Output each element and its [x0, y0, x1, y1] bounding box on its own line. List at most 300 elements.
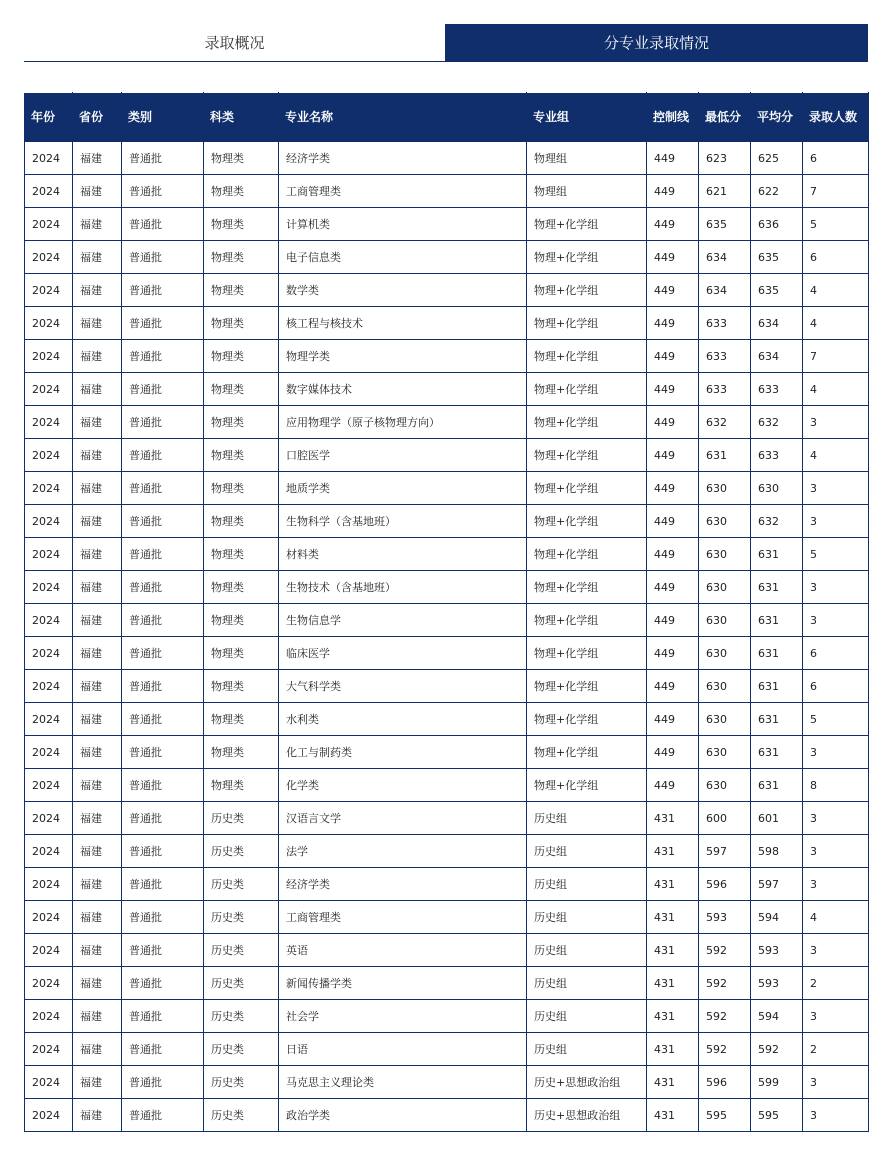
cell-province: 福建: [73, 241, 122, 274]
cell-major-name: 口腔医学: [279, 439, 527, 472]
cell-batch: 普通批: [122, 1099, 204, 1132]
cell-admitted-count: 5: [803, 703, 869, 736]
cell-province: 福建: [73, 703, 122, 736]
cell-major-group: 物理+化学组: [527, 571, 647, 604]
cell-min-score: 621: [699, 175, 751, 208]
cell-control-line: 449: [647, 472, 699, 505]
cell-admitted-count: 5: [803, 208, 869, 241]
cell-control-line: 449: [647, 703, 699, 736]
column-header-major-name: 专业名称: [279, 93, 527, 142]
cell-subject-type: 物理类: [204, 241, 279, 274]
cell-subject-type: 物理类: [204, 208, 279, 241]
cell-subject-type: 物理类: [204, 439, 279, 472]
cell-control-line: 449: [647, 670, 699, 703]
cell-major-group: 物理+化学组: [527, 670, 647, 703]
table-row: [25, 703, 869, 736]
cell-year: 2024: [25, 901, 73, 934]
cell-subject-type: 历史类: [204, 1000, 279, 1033]
cell-year: 2024: [25, 505, 73, 538]
cell-subject-type: 历史类: [204, 835, 279, 868]
cell-control-line: 449: [647, 538, 699, 571]
cell-batch: 普通批: [122, 373, 204, 406]
cell-year: 2024: [25, 802, 73, 835]
cell-min-score: 593: [699, 901, 751, 934]
cell-major-group: 物理+化学组: [527, 736, 647, 769]
cell-batch: 普通批: [122, 175, 204, 208]
cell-avg-score: 595: [751, 1099, 803, 1132]
cell-province: 福建: [73, 274, 122, 307]
table-row: [25, 175, 869, 208]
cell-control-line: 449: [647, 274, 699, 307]
cell-avg-score: 594: [751, 901, 803, 934]
cell-min-score: 633: [699, 307, 751, 340]
cell-min-score: 630: [699, 736, 751, 769]
cell-major-name: 社会学: [279, 1000, 527, 1033]
cell-batch: 普通批: [122, 472, 204, 505]
table-row: [25, 505, 869, 538]
cell-major-group: 历史组: [527, 1000, 647, 1033]
cell-major-name: 生物信息学: [279, 604, 527, 637]
cell-batch: 普通批: [122, 142, 204, 175]
cell-control-line: 431: [647, 967, 699, 1000]
cell-major-name: 生物科学（含基地班）: [279, 505, 527, 538]
cell-min-score: 592: [699, 1033, 751, 1066]
cell-province: 福建: [73, 373, 122, 406]
cell-admitted-count: 3: [803, 934, 869, 967]
cell-province: 福建: [73, 670, 122, 703]
cell-subject-type: 物理类: [204, 670, 279, 703]
cell-batch: 普通批: [122, 1033, 204, 1066]
cell-avg-score: 593: [751, 967, 803, 1000]
cell-min-score: 592: [699, 934, 751, 967]
cell-year: 2024: [25, 835, 73, 868]
cell-year: 2024: [25, 868, 73, 901]
cell-subject-type: 物理类: [204, 274, 279, 307]
cell-year: 2024: [25, 439, 73, 472]
cell-major-name: 政治学类: [279, 1099, 527, 1132]
cell-admitted-count: 6: [803, 670, 869, 703]
cell-year: 2024: [25, 736, 73, 769]
cell-year: 2024: [25, 637, 73, 670]
cell-avg-score: 636: [751, 208, 803, 241]
cell-min-score: 630: [699, 604, 751, 637]
cell-min-score: 632: [699, 406, 751, 439]
cell-year: 2024: [25, 1033, 73, 1066]
table-row: [25, 340, 869, 373]
cell-control-line: 449: [647, 241, 699, 274]
cell-subject-type: 物理类: [204, 175, 279, 208]
cell-avg-score: 634: [751, 307, 803, 340]
cell-admitted-count: 4: [803, 307, 869, 340]
cell-province: 福建: [73, 307, 122, 340]
table-row: [25, 604, 869, 637]
cell-subject-type: 物理类: [204, 406, 279, 439]
column-header-year: 年份: [25, 93, 73, 142]
cell-province: 福建: [73, 1000, 122, 1033]
cell-control-line: 449: [647, 769, 699, 802]
cell-major-name: 数学类: [279, 274, 527, 307]
cell-avg-score: 631: [751, 637, 803, 670]
cell-year: 2024: [25, 769, 73, 802]
cell-min-score: 630: [699, 505, 751, 538]
cell-min-score: 600: [699, 802, 751, 835]
cell-avg-score: 601: [751, 802, 803, 835]
cell-control-line: 449: [647, 142, 699, 175]
table-row: [25, 637, 869, 670]
cell-year: 2024: [25, 538, 73, 571]
cell-major-group: 物理组: [527, 142, 647, 175]
cell-subject-type: 物理类: [204, 736, 279, 769]
table-row: [25, 142, 869, 175]
cell-admitted-count: 8: [803, 769, 869, 802]
cell-avg-score: 594: [751, 1000, 803, 1033]
cell-min-score: 634: [699, 274, 751, 307]
cell-min-score: 592: [699, 1000, 751, 1033]
cell-year: 2024: [25, 571, 73, 604]
cell-control-line: 449: [647, 637, 699, 670]
cell-admitted-count: 4: [803, 274, 869, 307]
cell-batch: 普通批: [122, 835, 204, 868]
cell-major-name: 物理学类: [279, 340, 527, 373]
cell-major-group: 物理组: [527, 175, 647, 208]
cell-major-group: 物理+化学组: [527, 439, 647, 472]
cell-year: 2024: [25, 934, 73, 967]
table-row: [25, 274, 869, 307]
cell-major-name: 化工与制药类: [279, 736, 527, 769]
cell-batch: 普通批: [122, 769, 204, 802]
cell-province: 福建: [73, 901, 122, 934]
cell-avg-score: 598: [751, 835, 803, 868]
cell-min-score: 596: [699, 868, 751, 901]
cell-min-score: 597: [699, 835, 751, 868]
table-header-row: [25, 93, 869, 142]
cell-major-group: 物理+化学组: [527, 340, 647, 373]
cell-major-group: 物理+化学组: [527, 241, 647, 274]
cell-major-group: 物理+化学组: [527, 604, 647, 637]
cell-year: 2024: [25, 373, 73, 406]
tab-admission-by-major[interactable]: 分专业录取情况: [445, 24, 868, 61]
cell-major-name: 日语: [279, 1033, 527, 1066]
cell-subject-type: 历史类: [204, 967, 279, 1000]
cell-year: 2024: [25, 406, 73, 439]
cell-year: 2024: [25, 670, 73, 703]
cell-control-line: 431: [647, 1000, 699, 1033]
cell-min-score: 630: [699, 670, 751, 703]
cell-major-group: 物理+化学组: [527, 538, 647, 571]
cell-major-name: 水利类: [279, 703, 527, 736]
cell-batch: 普通批: [122, 307, 204, 340]
cell-batch: 普通批: [122, 868, 204, 901]
cell-province: 福建: [73, 736, 122, 769]
cell-year: 2024: [25, 175, 73, 208]
cell-province: 福建: [73, 967, 122, 1000]
cell-major-name: 工商管理类: [279, 901, 527, 934]
cell-year: 2024: [25, 1066, 73, 1099]
table-row: [25, 1066, 869, 1099]
cell-province: 福建: [73, 538, 122, 571]
cell-admitted-count: 2: [803, 1033, 869, 1066]
cell-control-line: 449: [647, 439, 699, 472]
cell-admitted-count: 3: [803, 1066, 869, 1099]
cell-major-group: 物理+化学组: [527, 307, 647, 340]
table-row: [25, 208, 869, 241]
cell-subject-type: 物理类: [204, 769, 279, 802]
cell-admitted-count: 7: [803, 175, 869, 208]
cell-major-group: 历史组: [527, 967, 647, 1000]
cell-min-score: 633: [699, 340, 751, 373]
cell-batch: 普通批: [122, 571, 204, 604]
cell-batch: 普通批: [122, 1066, 204, 1099]
cell-subject-type: 物理类: [204, 472, 279, 505]
cell-year: 2024: [25, 274, 73, 307]
cell-avg-score: 631: [751, 538, 803, 571]
cell-major-name: 核工程与核技术: [279, 307, 527, 340]
cell-min-score: 630: [699, 571, 751, 604]
cell-year: 2024: [25, 703, 73, 736]
cell-year: 2024: [25, 208, 73, 241]
table-row: [25, 967, 869, 1000]
cell-year: 2024: [25, 967, 73, 1000]
cell-major-group: 物理+化学组: [527, 505, 647, 538]
cell-province: 福建: [73, 208, 122, 241]
cell-subject-type: 物理类: [204, 571, 279, 604]
cell-province: 福建: [73, 571, 122, 604]
cell-province: 福建: [73, 1099, 122, 1132]
cell-major-name: 新闻传播学类: [279, 967, 527, 1000]
table-row: [25, 901, 869, 934]
cell-major-group: 物理+化学组: [527, 373, 647, 406]
cell-admitted-count: 3: [803, 835, 869, 868]
cell-batch: 普通批: [122, 604, 204, 637]
cell-major-group: 物理+化学组: [527, 406, 647, 439]
cell-major-name: 材料类: [279, 538, 527, 571]
cell-admitted-count: 3: [803, 505, 869, 538]
table-row: [25, 670, 869, 703]
cell-batch: 普通批: [122, 538, 204, 571]
cell-avg-score: 632: [751, 505, 803, 538]
cell-batch: 普通批: [122, 505, 204, 538]
cell-admitted-count: 3: [803, 736, 869, 769]
cell-province: 福建: [73, 769, 122, 802]
cell-major-group: 物理+化学组: [527, 769, 647, 802]
cell-batch: 普通批: [122, 340, 204, 373]
table-row: [25, 769, 869, 802]
cell-batch: 普通批: [122, 703, 204, 736]
cell-province: 福建: [73, 439, 122, 472]
cell-subject-type: 历史类: [204, 1066, 279, 1099]
cell-year: 2024: [25, 307, 73, 340]
cell-year: 2024: [25, 142, 73, 175]
cell-major-name: 工商管理类: [279, 175, 527, 208]
cell-admitted-count: 4: [803, 901, 869, 934]
cell-min-score: 596: [699, 1066, 751, 1099]
cell-major-name: 汉语言文学: [279, 802, 527, 835]
cell-year: 2024: [25, 472, 73, 505]
cell-control-line: 449: [647, 307, 699, 340]
cell-admitted-count: 5: [803, 538, 869, 571]
table-row: [25, 439, 869, 472]
cell-province: 福建: [73, 835, 122, 868]
cell-major-group: 历史组: [527, 802, 647, 835]
cell-subject-type: 物理类: [204, 142, 279, 175]
cell-batch: 普通批: [122, 736, 204, 769]
cell-min-score: 630: [699, 769, 751, 802]
cell-admitted-count: 3: [803, 1099, 869, 1132]
cell-avg-score: 631: [751, 769, 803, 802]
cell-major-name: 计算机类: [279, 208, 527, 241]
cell-min-score: 633: [699, 373, 751, 406]
cell-admitted-count: 3: [803, 406, 869, 439]
cell-major-name: 电子信息类: [279, 241, 527, 274]
cell-batch: 普通批: [122, 439, 204, 472]
column-header-major-group: 专业组: [527, 93, 647, 142]
cell-avg-score: 625: [751, 142, 803, 175]
admission-tabs: [24, 24, 868, 62]
column-header-admitted-count: 录取人数: [803, 93, 869, 142]
cell-min-score: 630: [699, 538, 751, 571]
cell-major-name: 经济学类: [279, 142, 527, 175]
cell-avg-score: 599: [751, 1066, 803, 1099]
cell-control-line: 431: [647, 868, 699, 901]
cell-avg-score: 631: [751, 604, 803, 637]
cell-batch: 普通批: [122, 967, 204, 1000]
cell-major-name: 化学类: [279, 769, 527, 802]
cell-avg-score: 633: [751, 373, 803, 406]
cell-major-group: 历史组: [527, 835, 647, 868]
cell-batch: 普通批: [122, 901, 204, 934]
cell-subject-type: 物理类: [204, 373, 279, 406]
cell-major-group: 历史+思想政治组: [527, 1099, 647, 1132]
cell-batch: 普通批: [122, 670, 204, 703]
cell-subject-type: 历史类: [204, 1099, 279, 1132]
column-header-min-score: 最低分: [699, 93, 751, 142]
column-header-control-line: 控制线: [647, 93, 699, 142]
cell-admitted-count: 2: [803, 967, 869, 1000]
table-row: [25, 1099, 869, 1132]
cell-control-line: 431: [647, 901, 699, 934]
cell-year: 2024: [25, 340, 73, 373]
table-row: [25, 571, 869, 604]
table-row: [25, 736, 869, 769]
cell-year: 2024: [25, 1099, 73, 1132]
cell-admitted-count: 4: [803, 439, 869, 472]
cell-province: 福建: [73, 472, 122, 505]
cell-control-line: 431: [647, 934, 699, 967]
cell-admitted-count: 4: [803, 373, 869, 406]
cell-year: 2024: [25, 1000, 73, 1033]
cell-min-score: 631: [699, 439, 751, 472]
cell-province: 福建: [73, 868, 122, 901]
cell-major-group: 物理+化学组: [527, 637, 647, 670]
cell-avg-score: 631: [751, 670, 803, 703]
cell-avg-score: 632: [751, 406, 803, 439]
cell-province: 福建: [73, 175, 122, 208]
cell-subject-type: 物理类: [204, 340, 279, 373]
cell-province: 福建: [73, 637, 122, 670]
cell-avg-score: 592: [751, 1033, 803, 1066]
cell-avg-score: 633: [751, 439, 803, 472]
column-header-subject-type: 科类: [204, 93, 279, 142]
cell-avg-score: 634: [751, 340, 803, 373]
cell-admitted-count: 3: [803, 571, 869, 604]
cell-major-group: 历史组: [527, 1033, 647, 1066]
cell-major-name: 临床医学: [279, 637, 527, 670]
column-header-avg-score: 平均分: [751, 93, 803, 142]
cell-batch: 普通批: [122, 406, 204, 439]
cell-batch: 普通批: [122, 1000, 204, 1033]
cell-min-score: 635: [699, 208, 751, 241]
cell-year: 2024: [25, 241, 73, 274]
cell-major-group: 物理+化学组: [527, 208, 647, 241]
cell-control-line: 449: [647, 406, 699, 439]
cell-major-name: 大气科学类: [279, 670, 527, 703]
cell-subject-type: 物理类: [204, 604, 279, 637]
table-row: [25, 373, 869, 406]
cell-province: 福建: [73, 142, 122, 175]
table-row: [25, 1033, 869, 1066]
column-header-province: 省份: [73, 93, 122, 142]
table-row: [25, 241, 869, 274]
cell-avg-score: 635: [751, 274, 803, 307]
cell-batch: 普通批: [122, 208, 204, 241]
tab-admission-overview[interactable]: 录取概况: [24, 24, 445, 61]
cell-province: 福建: [73, 934, 122, 967]
table-row: [25, 868, 869, 901]
cell-major-name: 应用物理学（原子核物理方向）: [279, 406, 527, 439]
cell-batch: 普通批: [122, 934, 204, 967]
cell-major-name: 法学: [279, 835, 527, 868]
cell-province: 福建: [73, 1066, 122, 1099]
table-row: [25, 934, 869, 967]
cell-admitted-count: 3: [803, 604, 869, 637]
cell-subject-type: 历史类: [204, 901, 279, 934]
cell-province: 福建: [73, 802, 122, 835]
cell-control-line: 431: [647, 802, 699, 835]
table-row: [25, 307, 869, 340]
cell-major-name: 数字媒体技术: [279, 373, 527, 406]
table-row: [25, 802, 869, 835]
cell-subject-type: 物理类: [204, 703, 279, 736]
cell-control-line: 449: [647, 604, 699, 637]
cell-major-group: 物理+化学组: [527, 274, 647, 307]
cell-subject-type: 历史类: [204, 868, 279, 901]
cell-avg-score: 593: [751, 934, 803, 967]
table-row: [25, 472, 869, 505]
cell-province: 福建: [73, 604, 122, 637]
cell-avg-score: 630: [751, 472, 803, 505]
cell-avg-score: 635: [751, 241, 803, 274]
cell-subject-type: 历史类: [204, 934, 279, 967]
cell-min-score: 595: [699, 1099, 751, 1132]
cell-province: 福建: [73, 505, 122, 538]
cell-major-group: 物理+化学组: [527, 472, 647, 505]
cell-admitted-count: 3: [803, 802, 869, 835]
cell-avg-score: 622: [751, 175, 803, 208]
cell-batch: 普通批: [122, 637, 204, 670]
cell-major-name: 英语: [279, 934, 527, 967]
cell-major-name: 生物技术（含基地班）: [279, 571, 527, 604]
cell-year: 2024: [25, 604, 73, 637]
cell-batch: 普通批: [122, 274, 204, 307]
table-body: [25, 142, 869, 1132]
cell-min-score: 630: [699, 637, 751, 670]
cell-control-line: 431: [647, 1033, 699, 1066]
cell-admitted-count: 3: [803, 472, 869, 505]
cell-avg-score: 631: [751, 736, 803, 769]
cell-control-line: 449: [647, 373, 699, 406]
cell-subject-type: 历史类: [204, 1033, 279, 1066]
cell-control-line: 449: [647, 340, 699, 373]
